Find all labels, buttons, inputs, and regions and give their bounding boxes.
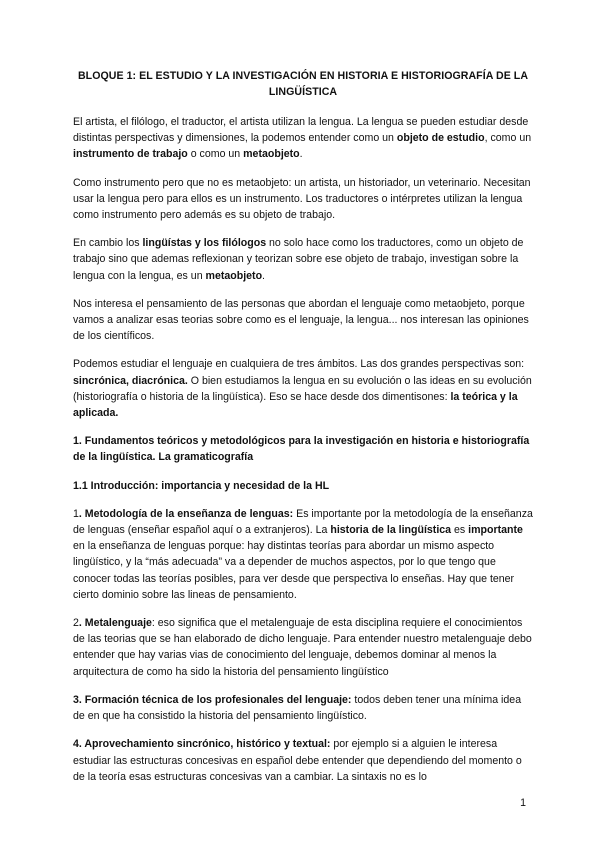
text: : eso significa que el metalenguaje de esta disciplina requiere el conocimientos de las teorias que se han elaborado de dicho lenguaje. Para entender nuestro metalenguaje debo entender que hay varias vias de conocimiento del lenguaje, debemos dominar al menos la arquitectura de como ha sido la historia del pensamiento lingüístico	[73, 617, 532, 678]
paragraph-perspectives	[73, 356, 533, 421]
bold-text: objeto de estudio	[396, 132, 485, 145]
item-number: 1	[73, 507, 79, 520]
list-item-2	[73, 615, 533, 680]
paragraph-interest: Nos interesa el pensamiento de las personas que abordan el lenguaje como metaobjeto, porque vamos a analizar esas teorias sobre como es el lenguaje, la lengua... nos interesan las opiniones de los científicos.	[73, 297, 529, 343]
page-content	[73, 68, 533, 797]
text: En cambio los	[73, 237, 143, 250]
list-item-1	[73, 506, 533, 603]
section-heading: 1. Fundamentos teóricos y metodológicos para la investigación en historia e historiografía de la lingüística. La gramaticografía	[73, 435, 530, 464]
item-number: 2	[73, 617, 79, 630]
text: no solo hace como los traductores, como un objeto de trabajo sino que ademas reflexionan y teorizan sobre ese objeto de trabajo, investigan sobre la lengua con la lengua, es un	[73, 237, 524, 282]
paragraph-instrument: Como instrumento pero que no es metaobjeto: un artista, un historiador, un veterinario. Necesitan usar la lengua pero para ellos es un instrumento. Los traductores o intérpretes utilizan la lengua como instrumento pero además es su objeto de trabajo.	[73, 176, 531, 222]
text: El artista, el filólogo, el traductor, el artista utilizan la lengua. La lengua se pueden estudiar desde distintas perspectivas y dimensiones, la podemos entender como un	[73, 116, 529, 145]
text: , como un	[484, 132, 532, 145]
paragraph-intro	[73, 114, 533, 163]
bold-text: metaobjeto	[205, 269, 263, 282]
text: .	[262, 269, 265, 282]
text: todos deben tener una mínima idea de en que ha consistido la historia del pensamiento lingüístico.	[73, 693, 522, 723]
page-number: 1	[520, 797, 526, 809]
bold-text: importante	[468, 524, 523, 537]
text: O bien estudiamos la lengua en su evolución o las ideas en su evolución (historiografía o historia de la lingüística). Eso se hace desde dos dimentisones:	[73, 374, 532, 403]
subsection-heading: 1.1 Introducción: importancia y necesidad de la HL	[73, 479, 330, 492]
item-label: 3. Formación técnica de los profesionales del lenguaje:	[73, 693, 352, 706]
item-label: 4. Aprovechamiento sincrónico, histórico y textual:	[73, 738, 331, 751]
text: o como un	[187, 148, 244, 161]
text: .	[299, 148, 303, 161]
bold-text: historia de la lingüística	[330, 524, 452, 537]
bold-text: la teórica y la aplicada.	[73, 390, 518, 420]
list-item-4	[73, 736, 533, 785]
bold-text: metaobjeto	[243, 148, 300, 161]
text: Podemos estudiar el lenguaje en cualquiera de tres ámbitos. Las dos grandes perspectivas son:	[73, 358, 525, 371]
text: en la enseñanza de lenguas porque: hay distintas teorías para abordar un mismo aspecto lingüístico, y la “más adecuada” va a depender de muchos aspectos, por lo que tengo que conocer todas las teorías posibles, para ver desde que perspectiva lo enseñas. Hay que tener cierto dominio sobre las lineas de pensamiento.	[73, 540, 515, 601]
list-item-3	[73, 692, 533, 724]
item-label: . Metodología de la enseñanza de lenguas:	[78, 507, 294, 520]
bold-text: lingüístas y los filólogos	[142, 237, 267, 250]
item-label: . Metalenguaje	[78, 617, 152, 630]
bold-text: sincrónica, diacrónica.	[73, 374, 188, 387]
text: Es importante por la metodología de la enseñanza de lenguas (enseñar español aquí o a extranjeros). La	[73, 507, 533, 537]
document-title: BLOQUE 1: EL ESTUDIO Y LA INVESTIGACIÓN EN HISTORIA E HISTORIOGRAFÍA DE LA LINGÜÍSTICA	[77, 70, 529, 98]
paragraph-linguists	[73, 235, 533, 284]
text: es	[451, 524, 469, 537]
bold-text: instrumento de trabajo	[73, 148, 188, 161]
text: por ejemplo si a alguien le interesa estudiar las estructuras concesivas en español debe entender que dependiendo del momento o de la teoría esas estructuras concesivas van a cambiar. La sintaxis no es lo	[73, 738, 522, 783]
